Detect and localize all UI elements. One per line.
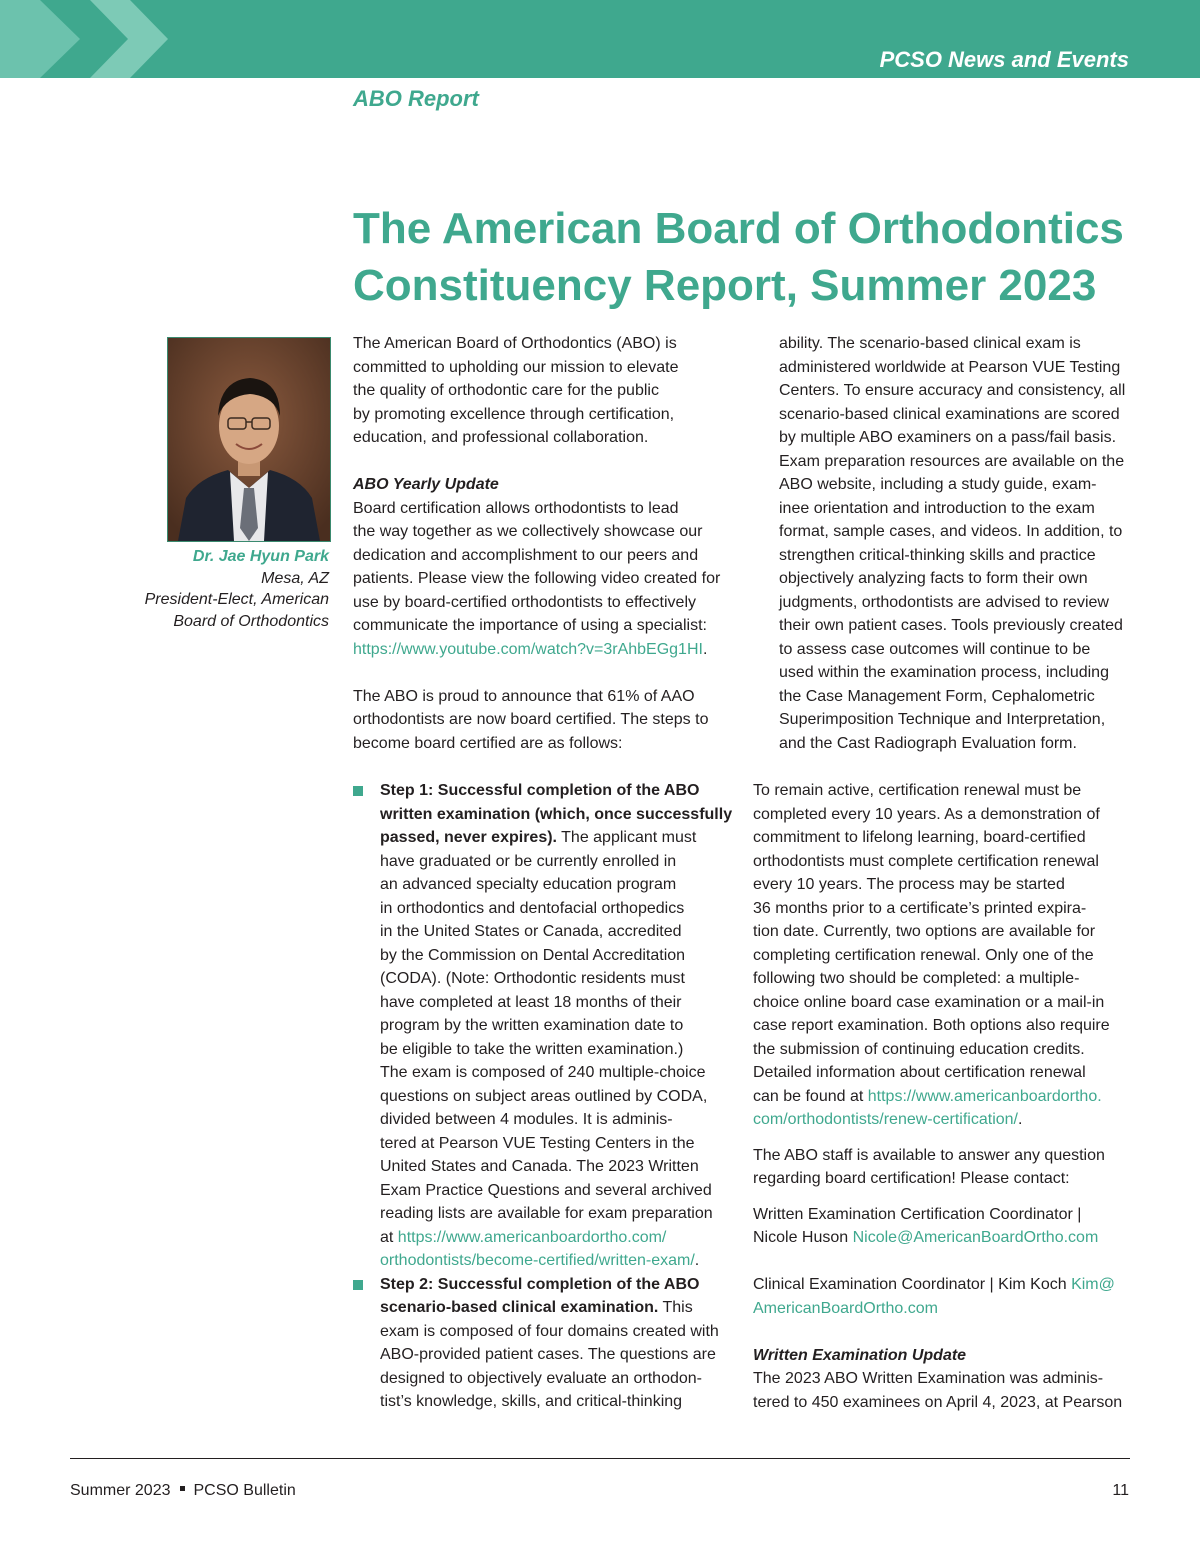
section-label: ABO Report — [353, 86, 479, 111]
text-line: and the Cast Radiograph Evaluation form. — [779, 734, 1077, 752]
text-line: Board certification allows orthodontists to lead — [353, 499, 679, 517]
text-line: be eligible to take the written examination.) — [380, 1040, 684, 1058]
text-line: by promoting excellence through certification, — [353, 405, 675, 423]
step-1-item — [353, 779, 732, 1273]
text-line — [753, 1297, 1122, 1321]
bullet-square-icon — [353, 1280, 363, 1290]
text-line: The 2023 ABO Written Examination was adminis- — [753, 1370, 1104, 1387]
footer-issue — [70, 1480, 296, 1502]
text-line: The exam is composed of 240 multiple-choice — [380, 1064, 706, 1081]
renew-certification-link[interactable]: https://www.americanboardortho. — [867, 1087, 1102, 1105]
article-title — [353, 200, 1173, 314]
step-2-bold-end: scenario-based clinical examination. — [380, 1299, 659, 1316]
text-line — [753, 1085, 1122, 1109]
youtube-video-link[interactable]: https://www.youtube.com/watch?v=3rAhbEGg1HI — [353, 640, 703, 658]
text-line: questions on subject areas outlined by CODA, — [380, 1087, 708, 1105]
text-line: judgments, orthodontists are advised to review — [779, 593, 1109, 611]
text-line: orthodontists are now board certified. The steps to — [353, 711, 709, 728]
punctuation: . — [702, 640, 708, 658]
page-number: 11 — [1112, 1482, 1129, 1499]
nicole-email-link[interactable]: Nicole@AmericanBoardOrtho.com — [852, 1229, 1099, 1246]
text-line: tered at Pearson VUE Testing Centers in the — [380, 1134, 695, 1152]
text-line: by multiple ABO examiners on a pass/fail basis. — [779, 429, 1117, 446]
certification-steps-list — [353, 779, 732, 1414]
text-line: the quality of orthodontic care for the public — [353, 382, 659, 399]
coordinator-name: Clinical Examination Coordinator | Kim Koch — [753, 1276, 1072, 1293]
text-line — [753, 1226, 1122, 1250]
banner-title: PCSO News and Events — [879, 47, 1129, 72]
text-line: every 10 years. The process may be started — [753, 876, 1065, 893]
written-exam-link-cont[interactable]: orthodontists/become-certified/written-exam/ — [380, 1252, 695, 1269]
text-line: To remain active, certification renewal must be — [753, 782, 1082, 799]
written-update-heading: Written Examination Update — [753, 1346, 967, 1364]
step-2-item — [353, 1273, 732, 1414]
text-line: completed every 10 years. As a demonstration of — [753, 805, 1100, 823]
text-line: in the United States or Canada, accredited — [380, 923, 682, 940]
text-line: ABO-provided patient cases. The questions are — [380, 1346, 716, 1363]
text-line: 36 months prior to a certificate’s printed expira- — [753, 899, 1087, 917]
text-line: commitment to lifelong learning, board-certified — [753, 829, 1086, 846]
text-line: become board certified are as follows: — [353, 734, 623, 752]
footer-separator-icon — [180, 1486, 185, 1491]
step-1-bold-end: passed, never expires). — [380, 829, 557, 846]
text-line: an advanced specialty education program — [380, 876, 677, 893]
text-line: Detailed information about certification renewal — [753, 1064, 1086, 1081]
punctuation: . — [1018, 1111, 1023, 1128]
text-line: administered worldwide at Pearson VUE Testing — [779, 358, 1121, 376]
chevron-decoration-icon — [0, 0, 200, 78]
text-line: The ABO is proud to announce that 61% of AAO — [353, 687, 695, 705]
text-line: Centers. To ensure accuracy and consistency, all — [779, 382, 1126, 399]
step-2-text: This — [658, 1299, 693, 1316]
text-line: the way together as we collectively showcase our — [353, 523, 703, 540]
text-line: Written Examination Certification Coordinator | — [753, 1205, 1082, 1223]
text-line: committed to upholding our mission to elevate — [353, 358, 679, 376]
footer-publication: PCSO Bulletin — [193, 1482, 296, 1499]
author-location: Mesa, AZ — [261, 569, 329, 587]
punctuation: . — [694, 1252, 700, 1269]
text-line: ability. The scenario-based clinical exam is — [779, 335, 1081, 352]
text-line: scenario-based clinical examinations are scored — [779, 405, 1120, 423]
text-line: reading lists are available for exam preparation — [380, 1205, 713, 1222]
top-banner — [0, 0, 1200, 78]
intro-column — [353, 332, 720, 755]
text-line: in orthodontics and dentofacial orthopedics — [380, 899, 685, 917]
text-line: United States and Canada. The 2023 Written — [380, 1158, 699, 1175]
author-name: Dr. Jae Hyun Park — [192, 548, 329, 565]
article-title-line: The American Board of Orthodontics — [353, 204, 1124, 253]
text-line: use by board-certified orthodontists to effectively — [353, 593, 696, 611]
text-line: communicate the importance of using a specialist: — [353, 617, 707, 634]
text-line: strengthen critical-thinking skills and practice — [779, 546, 1096, 564]
text-line — [380, 1226, 732, 1250]
text-line: patients. Please view the following video created for — [353, 570, 721, 587]
text-line: Step 1: Successful completion of the ABO — [380, 782, 700, 799]
coordinator-name: Nicole Huson — [753, 1229, 853, 1246]
text-line — [753, 1273, 1122, 1297]
text-line: completing certification renewal. Only one of the — [753, 946, 1094, 964]
text-line — [353, 638, 720, 662]
renewal-column — [753, 779, 1122, 1414]
renew-certification-link-cont[interactable]: com/orthodontists/renew-certification/ — [753, 1111, 1018, 1128]
text-line — [380, 1249, 732, 1273]
text-line: inee orientation and introduction to the exam — [779, 499, 1095, 517]
author-photo — [167, 337, 331, 542]
text-line: by the Commission on Dental Accreditation — [380, 946, 686, 964]
link-prefix: can be found at — [753, 1087, 868, 1105]
text-line: the submission of continuing education credits. — [753, 1040, 1085, 1058]
text-line: Exam Practice Questions and several archived — [380, 1181, 712, 1199]
text-line: their own patient cases. Tools previously created — [779, 617, 1123, 634]
text-line — [753, 1108, 1122, 1132]
text-line: following two should be completed: a multiple- — [753, 970, 1080, 987]
text-line: objectively analyzing facts to form their own — [779, 570, 1088, 587]
text-line: education, and professional collaboration. — [353, 429, 649, 446]
link-prefix: at — [380, 1228, 398, 1246]
text-line — [380, 1296, 732, 1320]
text-line: case report examination. Both options also require — [753, 1017, 1110, 1034]
text-line — [380, 826, 732, 850]
footer-divider — [70, 1458, 1130, 1459]
written-exam-link[interactable]: https://www.americanboardortho.com/ — [397, 1228, 667, 1246]
text-line: dedication and accomplishment to our peers and — [353, 546, 699, 564]
text-line: orthodontists must complete certification renewal — [753, 852, 1099, 870]
yearly-update-heading: ABO Yearly Update — [353, 476, 499, 493]
bullet-square-icon — [353, 786, 363, 796]
author-role: Board of Orthodontics — [173, 612, 329, 630]
text-line: tist’s knowledge, skills, and critical-thinking — [380, 1393, 683, 1410]
text-line: exam is composed of four domains created with — [380, 1322, 719, 1340]
text-line: written examination (which, once successfully — [380, 805, 733, 823]
text-line: (CODA). (Note: Orthodontic residents must — [380, 970, 685, 987]
kim-email-link-cont[interactable]: AmericanBoardOrtho.com — [753, 1299, 938, 1317]
text-line: choice online board case examination or a mail-in — [753, 993, 1105, 1011]
step-1-text: The applicant must — [556, 829, 697, 846]
text-line: regarding board certification! Please contact: — [753, 1170, 1070, 1187]
text-line: have graduated or be currently enrolled in — [380, 852, 677, 870]
clinical-exam-column — [779, 332, 1125, 755]
text-line: have completed at least 18 months of their — [380, 993, 682, 1011]
text-line: Exam preparation resources are available on the — [779, 452, 1125, 470]
text-line: The American Board of Orthodontics (ABO) is — [353, 335, 677, 352]
text-line: program by the written examination date to — [380, 1017, 684, 1034]
text-line: tered to 450 examinees on April 4, 2023, at Pearson — [753, 1393, 1123, 1411]
text-line: Superimposition Technique and Interpretation, — [779, 711, 1106, 728]
article-title-line: Constituency Report, Summer 2023 — [353, 261, 1097, 310]
text-line: used within the examination process, including — [779, 664, 1109, 681]
text-line: to assess case outcomes will continue to be — [779, 640, 1091, 658]
text-line: tion date. Currently, two options are available for — [753, 923, 1096, 940]
text-line: designed to objectively evaluate an orthodon- — [380, 1369, 702, 1387]
text-line: ABO website, including a study guide, exam- — [779, 476, 1097, 493]
author-caption — [100, 546, 329, 632]
text-line: Step 2: Successful completion of the ABO — [380, 1275, 700, 1293]
text-line: divided between 4 modules. It is adminis- — [380, 1111, 673, 1128]
text-line: The ABO staff is available to answer any question — [753, 1146, 1105, 1164]
kim-email-link[interactable]: Kim@ — [1071, 1276, 1115, 1293]
text-line: format, sample cases, and videos. In addition, to — [779, 523, 1123, 540]
footer-issue-date: Summer 2023 — [70, 1482, 171, 1499]
text-line: the Case Management Form, Cephalometric — [779, 687, 1095, 705]
author-role: President-Elect, American — [144, 591, 329, 608]
